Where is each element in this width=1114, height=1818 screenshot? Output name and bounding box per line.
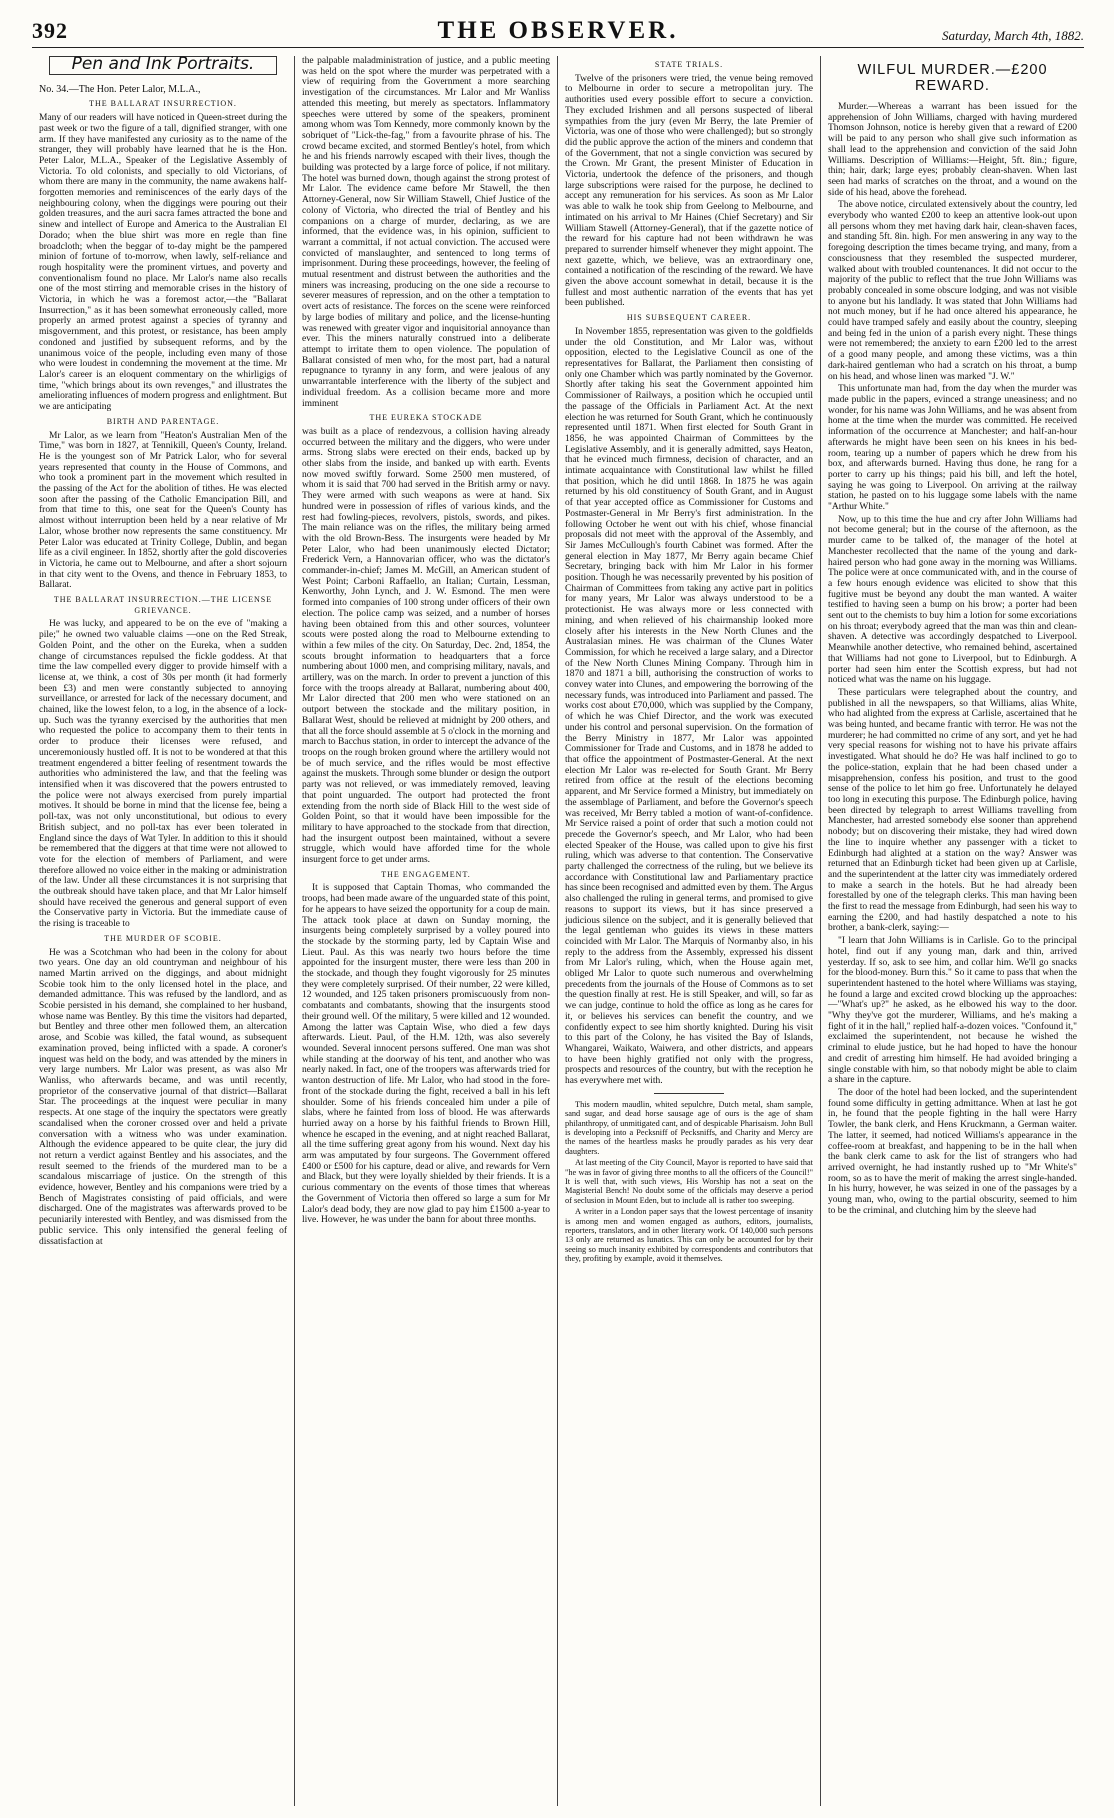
paragraph: He was lucky, and appeared to be on the eve of "making a pile;" he owned two valuable claims —one on the Red Streak, Golden Point, and the other on the Eureka, when a sudden change of circumstances repulsed the fickle goddess. At that time the law compelled every digger to provide himself with a license at, we think, a cost of 30s per month (it had formerly been £3) and men were constantly subjected to annoying surveillance, or arrested for lack of the necessary document, and chained, like the lowest felon, to a log, in the absence of a lock-up. Such was the tyranny exercised by the authorities that men who requested the police to accompany them to their tents in order to produce their licenses were refused, and unceremoniously hustled off. It is not to be wondered at that this treatment engendered a bitter feeling of resentment towards the authorities who administered the law, and that the feeling was intensified when it was discovered that the powers entrusted to the police were not always exercised from purely impartial motives. It should be borne in mind that the license fee, being a poll-tax, was not only unconstitutional, but odious to every British subject, and no poll-tax has ever been tolerated in England since the days of Wat Tyler. In addition to this it should be remembered that the diggers at that time were not allowed to vote for the election of members of Parliament, and were therefore allowed no voice either in the making or administration of the law. Under all these circumstances it is not surprising that the outbreak should have taken place, and that Mr Lalor himself should have received the generous and general support of even the Conservative party in Victoria. But the immediate cause of the rising is traceable to <box>39 619 287 930</box>
paragraph: the palpable maladministration of justice, and a public meeting was held on the spot where the murder was perpetrated with a view of requiring from the Government a more searching investigation of the circumstances. Mr Lalor and Mr Wanliss attended this meeting, but merely as spectators. Inflammatory speeches were uttered by some of the speakers, prominent among whom was Tom Kennedy, more commonly known by the sobriquet of "Lick-the-fag," from a favourite phrase of his. The crowd became excited, and stormed Bentley's hotel, from which he and his friends narrowly escaped with their lives, though the building was protected by a large force of police, if not military. The hotel was burned down, though against the strong protest of Mr Lalor. The evidence came before Mr Stawell, the then Attorney-General, now Sir William Stawell, Chief Justice of the colony of Victoria, who directed the trial of Bentley and his companions on a charge of murder, declaring, as we are informed, that the evidence was, in his opinion, sufficient to warrant a committal, if not actual conviction. The accused were convicted of manslaughter, and sentenced to long terms of imprisonment. During these proceedings, however, the feeling of mutual resentment and distrust between the authorities and the miners was increasing, producing on the one side a recourse to severer measures of repression, and on the other a temptation to overt acts of resistance. The forces on the scene were reinforced by large bodies of military and police, and the license-hunting was renewed with greater vigor and inquisitorial annoyance than ever. This the miners naturally construed into a deliberate attempt to irritate them to open violence. The population of Ballarat consisted of men who, for the most part, had a natural repugnance to tyranny in any form, and were jealous of any unwarrantable interference with the liberty of the subject and individual freedom. As a collision became more and more imminent <box>302 56 550 409</box>
paragraph: was built as a place of rendezvous, a collision having already occurred between the military and the diggers, who were under arms. Strong slabs were erected on their ends, backed up by other slabs from the inside, and banked up with earth. Events now moved swiftly forward. Some 2500 men mustered, of whom it is said that 700 had served in the British army or navy. They were armed with such weapons as were at hand. Six hundred were in possession of rifles of various kinds, and the rest had fowling-pieces, revolvers, pistols, swords, and pikes. The main reliance was on the rifles, the military being armed with the old Brown-Bess. The insurgents were headed by Mr Peter Lalor, who had been unanimously elected Dictator; Frederick Vern, a Hannovarian officer, who was the dictator's commander-in-chief; James M. McGill, an American student of West Point; Carboni Raffaello, an Italian; Curtain, Lessman, Kenworthy, John Lynch, and J. W. Esmond. The men were formed into companies of 100 strong under officers of their own election. The police camp was seized, and a number of horses having been obtained from this and other sources, volunteer scouts were posted along the road to Melbourne extending to within a few miles of the city. On Saturday, Dec. 2nd, 1854, the scouts brought information to headquarters that a force numbering about 1000 men, and comprising military, navals, and artillery, was on the march. In order to prevent a junction of this force with the troops already at Ballarat, numbering about 400, Mr Lalor directed that 200 men who were stationed on an outport between the stockade and the military position, in Ballarat West, should be relieved at midnight by 200 others, and that all the force should assemble at 5 o'clock in the morning and march to Bacchus station, in order to intercept the advance of the troops on the rough broken ground where the artillery would not be of much service, and the rifles would be most effective against the muskets. Through some blunder or design the outport party was not relieved, or was immediately removed, leaving that point unguarded. The outport had protected the front extending from the north side of Black Hill to the west side of Golden Point, so that it would have been impossible for the military to have approached to the stockade from that direction, had the insurgent outpost been maintained, without a severe struggle, which would have afforded time for the whole insurgent force to get under arms. <box>302 426 550 866</box>
subheading: THE BALLARAT INSURRECTION.—THE LICENSE GRIEVANCE. <box>53 595 273 615</box>
paragraph: It is supposed that Captain Thomas, who commanded the troops, had been made aware of the unguarded state of this point, for he appears to have seized the opportunity for a coup de main. The attack took place at dawn on Sunday morning, the insurgents being completely surprised by a volley poured into the stockade by the storming party, led by Captain Wise and Lieut. Paul. As this was nearly two hours before the time appointed for the insurgent muster, there were less than 200 in the stockade, and though they fought vigorously for 25 minutes they were completely surprised. Of their number, 22 were killed, 12 wounded, and 125 taken prisoners promiscuously from non-combatants and combatants, showing that the insurgents stood their ground well. Of the military, 5 were killed and 12 wounded. Among the latter was Captain Wise, who died a few days afterwards. Lieut. Paul, of the H.M. 12th, was also severely wounded. Several innocent persons suffered. One man was shot while standing at the doorway of his tent, and another who was nearly naked. In fact, one of the troopers was afterwards tried for wanton destruction of life. Mr Lalor, who had stood in the fore-front of the stockade during the fight, received a ball in his left shoulder. Some of his friends concealed him under a pile of slabs, where he fainted from loss of blood. He was afterwards hurried away on a horse by his faithful friends to Brown Hill, whence he escaped in the evening, and at night reached Ballarat, all the time suffering great agony from his wound. Next day his arm was amputated by four surgeons. The Government offered £400 or £500 for his capture, dead or alive, and rewards for Vern and Black, but they were loyally shielded by their friends. It is a curious commentary on the events of those times that whereas the Government of Victoria then offered so large a sum for Mr Lalor's dead body, they are now glad to pay him £1500 a-year to live. However, he was under the bann for about three months. <box>302 883 550 1226</box>
column-2 <box>295 56 558 1806</box>
paragraph: These particulars were telegraphed about the country, and published in all the newspapers, so that Williams, alias White, who had alighted from the express at Carlisle, ascertained that he was being hunted, and became frantic with terror. He was not the murderer; he had committed no crime of any sort, and yet he had very special reasons for wishing not to have his private affairs investigated. What should he do? He was half inclined to go to the police-station, explain that he had been chased under a misapprehension, confess his position, and trust to the good sense of the police to let him go free. Unfortunately he delayed too long in executing this purpose. The Edinburgh police, having been directed by telegraph to arrest Williams travelling from Manchester, had arrested somebody else sooner than apprehend nobody; but on discovering their mistake, they had wired down the line to inquire whether any passenger with a ticket to Edinburgh had alighted at a station on the way? Answer was returned that an Edinburgh ticket had been given up at Carlisle, and the superintendent at the latter city was immediately ordered to make a search in the hotels. But he had already been forestalled by one of the telegraph clerks. This man having been the first to read the message from Edinburgh, had seen his way to earning the £200, and had hastily despatched a note to his brother, a bank-clerk, saying:— <box>828 687 1077 934</box>
paragraph: In November 1855, representation was given to the goldfields under the old Constitution, and Mr Lalor was, without opposition, elected to the Legislative Council as one of the representatives for Ballarat, the Parliament then consisting of only one Chamber which was partly nominated by the Governor. Shortly after taking his seat the Government appointed him Commissioner of Railways, a position which he occupied until the passage of the Officials in Parliament Act. At the next election he was returned for South Grant, which he continuously represented until 1871. When first elected for South Grant in 1856, he was appointed Chairman of Committees by the Legislative Assembly, and it is generally admitted, says Heaton, that he evinced much firmness, decision of character, and an intimate acquaintance with Constitutional law whilst he filled that position, which he did until 1868. In 1875 he was again returned by his old constituency of South Grant, and in August of that year accepted office as Commissioner for Customs and Postmaster-General in Mr Berry's first administration. In the following October he went out with his chief, whose financial proposals did not meet with the approval of the Assembly, and Sir James McCullough's fourth Cabinet was formed. After the general election in May 1877, Mr Berry again became Chief Secretary, bringing back with him Mr Lalor in his former position. Though he was necessarily prevented by his position of Chairman of Committees from taking any active part in politics for many years, Mr Lalor was always understood to be a protectionist. He was always more or less connected with mining, and when relieved of his chairmanship looked more closely after his interests in the New North Clunes and the Australasian mines. He was chairman of the Clunes Water Commission, for which he received a large salary, and a Director of the New North Clunes Mining Company. Through him in 1870 and 1871 a bill, authorising the construction of works to convey water into Clunes, and empowering the borrowing of the necessary funds, was introduced into Parliament and passed. The works cost about £70,000, which was supplied by the Company, of which he was Chief Director, and the work was executed under his control and personal supervision. On the formation of the Berry Ministry in 1877, Mr Lalor was appointed Commissioner for Trade and Customs, and in 1878 he added to that office the appointment of Postmaster-General. At the next election Mr Lalor was re-elected for South Grant. Mr Berry retired from office at the result of the elections becoming apparent, and Mr Service formed a Ministry, but immediately on the assemblage of Parliament, and before the Governor's speech was received, Mr Berry tabled a motion of want-of-confidence. Mr Service raised a point of order that such a motion could not precede the Governor's speech, and Mr Lalor, who had been elected Speaker of the House, was called upon to give his first ruling, which was adverse to that contention. The Conservative party challenged the correctness of the ruling, but we believe its accordance with Constitutional law and Parliamentary practice has since been recognised and admitted even by them. The Argus also challenged the ruling in general terms, and promised to give reasons to support its views, but it has since preserved a judicious silence on the subject, and it is generally believed that the legal gentleman who guides its views in these matters coincided with Mr Lalor. The Marquis of Normanby also, in his reply to the address from the Assembly, expressed his dissent from Mr Lalor's ruling, which, when the House again met, obliged Mr Lalor to quote such numerous and overwhelming precedents from the journals of the House of Commons as to set the question finally at rest. He is still Speaker, and will, so far as we can judge, continue to hold the office as long as he cares for it, or believes his services can benefit the country, and we confidently expect to see him shortly knighted. During his visit to this part of the Colony, he has visited the Bay of Islands, Whangarei, Waikato, Waiwera, and other districts, and appears to have been highly gratified not only with the progress, prospects and resources of the country, but with the reception he has everywhere met with. <box>565 326 813 1087</box>
subheading: THE EUREKA STOCKADE <box>369 413 483 423</box>
subheading: THE MURDER OF SCOBIE. <box>104 933 222 943</box>
subheading: HIS SUBSEQUENT CAREER. <box>626 313 752 323</box>
paragraph: Murder.—Whereas a warrant has been issued for the apprehension of John Williams, charged with having murdered Thomson Johnson, notice is hereby given that a reward of £200 will be paid to any person who shall give such information as shall lead to the apprehension and conviction of the said John Williams. Description of Williams:—Height, 5ft. 8in.; figure, thin; hair, dark; large eyes; probably clean-shaven. When last seen had marks of scratches on the throat, and a wound on the side of his head, above the forehead. <box>828 102 1077 198</box>
subheading: THE ENGAGEMENT. <box>381 869 471 879</box>
page-number: 392 <box>32 18 68 43</box>
issue-date: Saturday, March 4th, 1882. <box>941 28 1084 43</box>
paragraph: Twelve of the prisoners were tried, the venue being removed to Melbourne in order to secure a metropolitan jury. The authorities used every possible effort to secure a conviction. They excluded Irishmen and all persons suspected of liberal sympathies from the jury (even Mr Berry, the late Premier of Victoria, was one of those who were challenged); but so strongly did the public approve the action of the miners and condemn that of the Government, that not a single conviction was secured by the Crown. Mr Grant, the present Minister of Education in Victoria, undertook the defence of the prisoners, and though large subscriptions were raised for the purpose, he declined to accept any remuneration for his services. As soon as Mr Lalor was able to walk he took ship from Geelong to Melbourne, and intimated on his arrival to Mr Haines (Chief Secretary) and Sir William Stawell (Attorney-General), that if the gazette notice of the reward for his capture had not been withdrawn he was prepared to surrender himself whenever they might appoint. The next gazette, which, we believe, was an extraordinary one, contained a notification of the rescinding of the reward. We have given the above account somewhat in detail, because it is the fullest and most authentic narration of the events that has yet been published. <box>565 73 813 309</box>
divider <box>654 1093 724 1094</box>
columns <box>32 56 1084 1806</box>
paragraph: He was a Scotchman who had been in the colony for about two years. One day an old countryman and neighbour of his named Martin arrived on the diggings, and about midnight Scobie took him to the only licensed hotel in the place, and demanded admittance. This was refused by the landlord, and as Scobie persisted in his demand, she complained to her husband, whose name was Bentley. By this time the visitors had departed, but Bentley and three other men followed them, an altercation arose, and Scobie was killed, the fatal wound, as subsequent examination proved, being inflicted with a spade. A coroner's inquest was held on the body, and was attended by the miners in very large numbers. Mr Lalor was present, as was also Mr Wanliss, who afterwards became, and was until recently, proprietor of the conservative journal of that district—Ballarat Star. The proceedings at the inquest were peculiar in many respects. At one stage of the inquiry the spectators were greatly scandalised when the coroner crossed over and held a private conversation with a witness who was under examination. Although the evidence appeared to be quite clear, the jury did not return a verdict against Bentley and his associates, and the result seemed to the friends of the murdered man to be a scandalous miscarriage of justice. On the strength of this evidence, however, Bentley and his companions were tried by a Bench of Magistrates consisting of paid officials, and were discharged. One of the magistrates was afterwards proved to be pecuniarily interested with Bentley, and was dismissed from the public service. This only intensified the general feeling of dissatisfaction at <box>39 947 287 1247</box>
paragraph: "I learn that John Williams is in Carlisle. Go to the principal hotel, find out if any young man, dark and thin, arrived yesterday. If so, ask to see him, and collar him. We'll go snacks for the blood-money. Burn this." So it came to pass that when the superintendent hastened to the hotel where Williams was staying, he found a large and excited crowd blocking up the approaches:—"What's up?" he asked, as he elbowed his way to the door. "Why they've got the murderer, Williams, and he's making a fight of it in the hall," replied half-a-dozen voices. "Confound it," exclaimed the superintendent, not because he wished the criminal to elude justice, but he had hoped to have the honour and credit of arresting him himself. He had avoided bringing a single constable with him, so that nobody might be able to claim a share in the capture. <box>828 936 1077 1086</box>
column-4 <box>821 56 1084 1806</box>
paragraph: Mr Lalor, as we learn from "Heaton's Australian Men of the Time," was born in 1827, at Tennikill, Queen's County, Ireland. He is the youngest son of Mr Patrick Lalor, who for several years represented that county in the House of Commons, and who took a prominent part in the movement which resulted in the passing of the Act for the abolition of tithes. He was elected soon after the passing of the Catholic Emancipation Bill, and from that time to this, one seat for the Queen's County has almost without interruption been held by a near relative of Mr Lalor, whose brother now represents the same constituency. Mr Peter Lalor was educated at Trinity College, Dublin, and began life as a civil engineer. In 1852, shortly after the gold discoveries in Victoria, he came out to Melbourne, and after a short sojourn in that city went to the Ovens, and thence in February 1853, to Ballarat. <box>39 430 287 591</box>
masthead: THE OBSERVER. <box>437 17 679 44</box>
subheading: STATE TRIALS. <box>654 60 724 69</box>
paragraph: The above notice, circulated extensively about the country, led everybody who wanted £200 to keep an attentive look-out upon all persons whom they met having dark hair, clean-shaven faces, and standing 5ft. 8in. high. For men answering in any way to the foregoing description the times became trying, and many, from a consciousness that they resembled the suspected murderer, walked about with troubled countenances. It did not occur to the majority of the public to reflect that the true John Williams was probably concealed in some obscure lodging, and was not visible to anyone but his landlady. It was stated that John Williams had not much money, but if he had once altered his appearance, he could have tramped safely and easily about the country, sleeping and being fed in the union of a parish every night. These things were not remembered; the anxiety to earn £200 led to the arrest of a good many people, and among these victims, was a thin dark-haired gentleman who had a scratch on his throat, a bump on his head, and whose linen was marked "J. W." <box>828 200 1077 382</box>
paragraph-smallprint: This modern maudlin, whited sepulchre, Dutch metal, sham sample, sand sugar, and dead horse sausage age of ours is the age of sham philanthropy, of unmitigated cant, and of despicable Pharisaism. John Bull is developing into a Pecksniff of Pecksniffs, and Charity and Mercy are the names of the heartless masks he proudly parades as his very dear daughters. <box>565 1099 813 1156</box>
column-1 <box>32 56 295 1806</box>
paragraph: This unfortunate man had, from the day when the murder was made public in the papers, evinced a strange uneasiness; and no wonder, for his name was John Williams, and he was absent from home at the time when the murder was committed. He received information of the occurrence at Manchester; and half-an-hour afterwards he might have been seen on his knees in his bed-room, tearing up a number of papers which he drew from his box, and afterwards burned. Having thus done, he rang for a porter to carry up his things; paid his bill, and left the hotel, saying he was going to Liverpool. On arriving at the railway station, he pasted on to his luggage some labels with the name "Arthur White." <box>828 384 1077 513</box>
paragraph-smallprint: A writer in a London paper says that the lowest percentage of insanity is among men and women engaged as authors, editors, journalists, reporters, translators, and in other literary work. Of 140,000 such persons 13 only are returned as lunatics. This can only be accounted for by their seeing so much insanity exhibited by correspondents and contributors that they, profiting by example, avoid it themselves. <box>565 1207 813 1264</box>
section-kicker: Pen and Ink Portraits. <box>49 56 277 75</box>
column-3 <box>558 56 821 1806</box>
paragraph: Now, up to this time the hue and cry after John Williams had not become general; but in the course of the afternoon, as the murder came to be talked of, the manager of the hotel at Manchester recollected that the name of the young and dark-haired person who had gone away in the morning was Williams. The police were at once communicated with, and in the course of a few hours enough evidence was elicited to show that this fugitive must be beyond any doubt the man wanted. A waiter testified to having seen a bump on his brow; a porter had been sent out to the chemists to buy him a lotion for some excoriations on his throat; everybody agreed that the man was thin and clean-shaven. A detective was accordingly despatched to Liverpool. Meanwhile another detective, who remained behind, ascertained that Williams had not gone to Liverpool, but to Edinburgh. A porter had seen him enter the Scottish express, but had not noticed what was the name on his luggage. <box>828 514 1077 686</box>
paragraph: The door of the hotel had been locked, and the superintendent found some difficulty in getting admittance. When at last he got in, he found that the people fighting in the hall were Harry Towler, the bank clerk, and Hens Kruckmann, a German waiter. The latter, it seemed, had noticed Williams's appearance in the coffee-room at breakfast, and happening to be in the hall when the bank clerk came to ask for the list of strangers who had arrived overnight, he had instantly rushed up to "Mr White's" room, so as to have the merit of making the arrest single-handed. In his hurry, however, he was seized in one of the passages by a young man, who, owing to the partial obscurity, seemed to him to be the criminal, and clutching him by the sleeve had <box>828 1087 1077 1216</box>
article-subject: THE BALLARAT INSURRECTION. <box>89 99 237 109</box>
paragraph: Many of our readers will have noticed in Queen-street during the past week or two the figure of a tall, dignified stranger, with one arm. If they have manifested any curiosity as to the name of the stranger, they will probably have learned that he is the Hon. Peter Lalor, M.L.A., Speaker of the Legislative Assembly of Victoria. To old colonists, and specially to old Victorians, of whom there are many in the community, the name awakens half-forgotten memories and reminiscences of the early days of the neighbouring colony, when the diggings were pouring out their golden treasures, and the auri sacra fames attracted the bone and sinew and intellect of Europe and America to the Australian El Dorado; when the blue shirt was more en regle than fine broadcloth; when the beggar of to-day might be the pampered minion of fortune of to-morrow, when lawly, self-reliance and rough hospitality were the prominent virtues, and poverty and conventionalism found no place. Mr Lalor's name also recalls one of the most stirring and memorable crises in the history of Victoria, in which he was a foremost actor,—the "Ballarat Insurrection," as it has been somewhat erroneously called, more properly an armed protest against a species of tyranny and misgovernment, and this protest, or resistance, has been amply condoned and justified by subsequent reforms, and by the unanimous voice of the people, including even many of those who were loudest in condemning the movement at the time. Mr Lalor's career is an eloquent commentary on the whirligigs of time, "which brings about its own revenges," and illustrates the ameliorating influences of modern progress and enlightment. But we are anticipating <box>39 113 287 413</box>
page-header <box>32 17 1084 48</box>
subheading: BIRTH AND PARENTAGE. <box>106 416 220 426</box>
article-number-line: No. 34.—The Hon. Peter Lalor, M.L.A., <box>39 83 201 95</box>
paragraph-smallprint: At last meeting of the City Council, Mayor is reported to have said that "he was in favor of giving three months to all the officers of the Council!" It is well that, with such views, His Worship has not a seat on the Magisterial Bench! No doubt some of the officials may deserve a period of seclusion in Mount Eden, but to include all is rather too sweeping. <box>565 1158 813 1205</box>
article-headline: WILFUL MURDER.—£200 REWARD. <box>857 62 1048 94</box>
